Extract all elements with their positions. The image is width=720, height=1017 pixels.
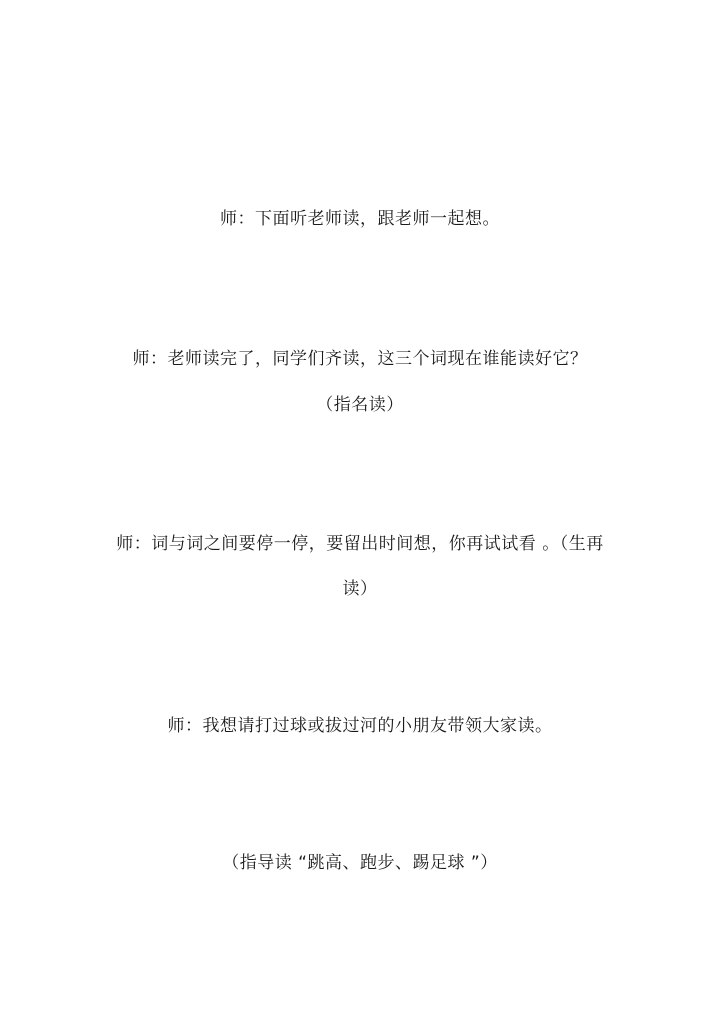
paragraph-student-reread: 读）: [342, 579, 378, 599]
paragraph-teacher-read-done: 师：老师读完了，同学们齐读，这三个词现在谁能读好它？: [132, 349, 588, 369]
paragraph-guided-reading: （指导读 “跳高、跑步、踢足球 ”）: [222, 853, 498, 873]
paragraph-teacher-listen: 师：下面听老师读，跟老师一起想。: [220, 209, 500, 229]
paragraph-teacher-invite: 师：我想请打过球或拔过河的小朋友带领大家读。: [167, 716, 553, 736]
paragraph-teacher-pause: 师：词与词之间要停一停，要留出时间想，你再试试看 。（生再: [116, 534, 604, 554]
paragraph-name-reading: （指名读）: [316, 395, 404, 415]
